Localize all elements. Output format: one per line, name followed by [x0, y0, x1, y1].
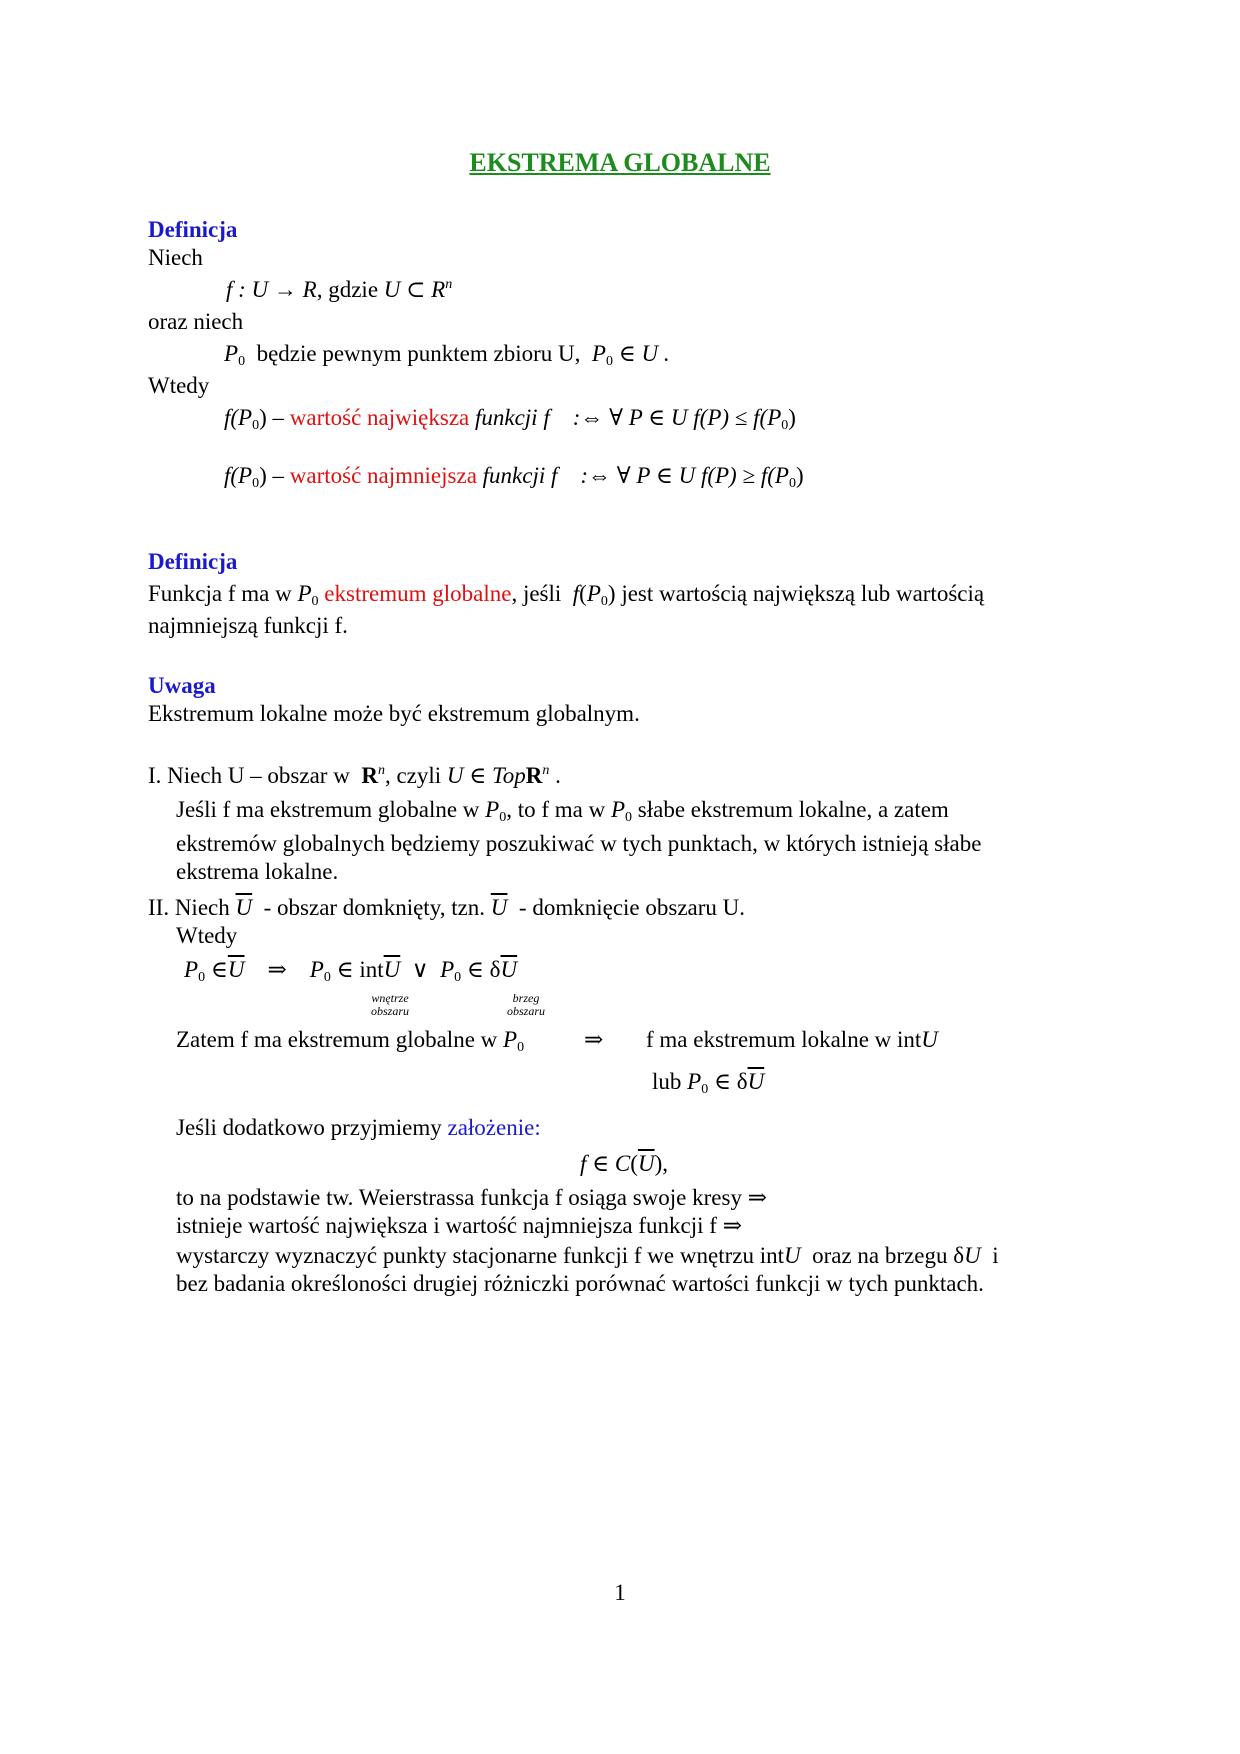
- definition-heading-2: Definicja: [148, 549, 238, 574]
- f-map-formula: f : U → R: [226, 277, 317, 302]
- local-extremum-interior: f ma ekstremum lokalne w intU: [646, 1027, 938, 1052]
- item-1-line-1: I. Niech U – obszar w $R^n$, czyli U ∈ TopR$^n$ .: [148, 763, 561, 788]
- u-subset-formula: U ⊂ R: [383, 277, 446, 302]
- n-exponent: n: [445, 277, 453, 292]
- wtedy-label-2: Wtedy: [176, 923, 238, 948]
- compare-values-line: bez badania określoności drugiej różniczki porównać wartości funkcji w tych punktach.: [176, 1271, 984, 1296]
- page-title: EKSTREMA GLOBALNE: [469, 148, 771, 177]
- remark-heading: Uwaga: [148, 673, 216, 698]
- max-value-definition: $f(P_0)$ – wartość największa funkcji f :⇔ ∀ P ∈ U $f(P) \le f(P_0)$: [224, 405, 796, 433]
- continuity-assumption: f ∈ $C(\overline{U})$,: [580, 1151, 668, 1176]
- zatem-line: Zatem f ma ekstremum globalne w $P_0$: [176, 1027, 525, 1055]
- assumption-term: założenie:: [447, 1115, 541, 1140]
- remark-text: Ekstremum lokalne może być ekstremum globalnym.: [148, 701, 640, 726]
- oraz-niech-label: oraz niech: [148, 309, 244, 334]
- gdzie-text: , gdzie: [316, 277, 379, 302]
- boundary-annotation: brzeg obszaru: [506, 991, 545, 1018]
- implication-arrow: ⇒: [584, 1027, 604, 1052]
- p0-definition-line: $P_0$ będzie pewnym punktem zbioru U, $P_0$ ∈ U .: [224, 341, 670, 369]
- wtedy-label: Wtedy: [148, 373, 210, 398]
- assumption-line: Jeśli dodatkowo przyjmiemy założenie:: [176, 1115, 541, 1140]
- item-1-line-3: ekstremów globalnych będziemy poszukiwać w tych punktach, w których istnieją słabe: [176, 831, 982, 856]
- definition-heading-1: Definicja: [148, 217, 238, 242]
- min-condition: :⇔ ∀ P ∈ U f(P) ≥ f(P: [580, 463, 789, 488]
- item-1-line-2: Jeśli f ma ekstremum globalne w $P_0$, to f ma w $P_0$ słabe ekstremum lokalne, a zatem: [176, 797, 949, 825]
- max-condition: :⇔ ∀ P ∈ U f(P) ≤ f(P: [572, 405, 782, 430]
- or-boundary: lub $P_0$ ∈ $\delta\overline{U}$: [652, 1069, 765, 1097]
- closure-decomposition: $P_0$ $\in\overline{U}$ ⇒ $P_0$ ∈ $int\overline{U}$ ∨ $P_0$ ∈ $\delta\overline{U}$: [184, 957, 518, 985]
- min-value-definition: $f(P_0)$ – wartość najmniejsza funkcji f :⇔ ∀ P ∈ U $f(P) \ge f(P_0)$: [224, 463, 804, 491]
- max-value-term: wartość największa: [289, 405, 470, 430]
- global-extremum-definition: Funkcja f ma w $P_0$ ekstremum globalne, jeśli $f(P_0)$ jest wartością największą lub wartością: [148, 581, 985, 609]
- existence-line: istnieje wartość największa i wartość najmniejsza funkcji f ⇒: [176, 1213, 742, 1238]
- stationary-points-line: wystarczy wyznaczyć punkty stacjonarne funkcji f we wnętrzu intU oraz na brzegu δU i: [176, 1243, 999, 1268]
- niech-label: Niech: [148, 245, 203, 270]
- item-1-line-4: ekstrema lokalne.: [176, 859, 339, 884]
- global-extremum-term: ekstremum globalne: [324, 581, 512, 606]
- page-number: 1: [614, 1580, 626, 1605]
- item-2-line-1: II. Niech $\overline{U}$ - obszar domknięty, tzn. $\overline{U}$ - domknięcie obszaru U.: [148, 895, 746, 920]
- p0-in-u: ∈ U .: [618, 341, 670, 366]
- function-mapping: [226, 276, 452, 304]
- weierstrass-line: to na podstawie tw. Weierstrassa funkcja f osiąga swoje kresy ⇒: [176, 1185, 767, 1210]
- global-extremum-definition-cont: najmniejszą funkcji f.: [148, 613, 348, 638]
- p0-text: będzie pewnym punktem zbioru U,: [256, 341, 581, 366]
- min-value-term: wartość najmniejsza: [289, 463, 477, 488]
- interior-annotation: wnętrze obszaru: [370, 991, 409, 1018]
